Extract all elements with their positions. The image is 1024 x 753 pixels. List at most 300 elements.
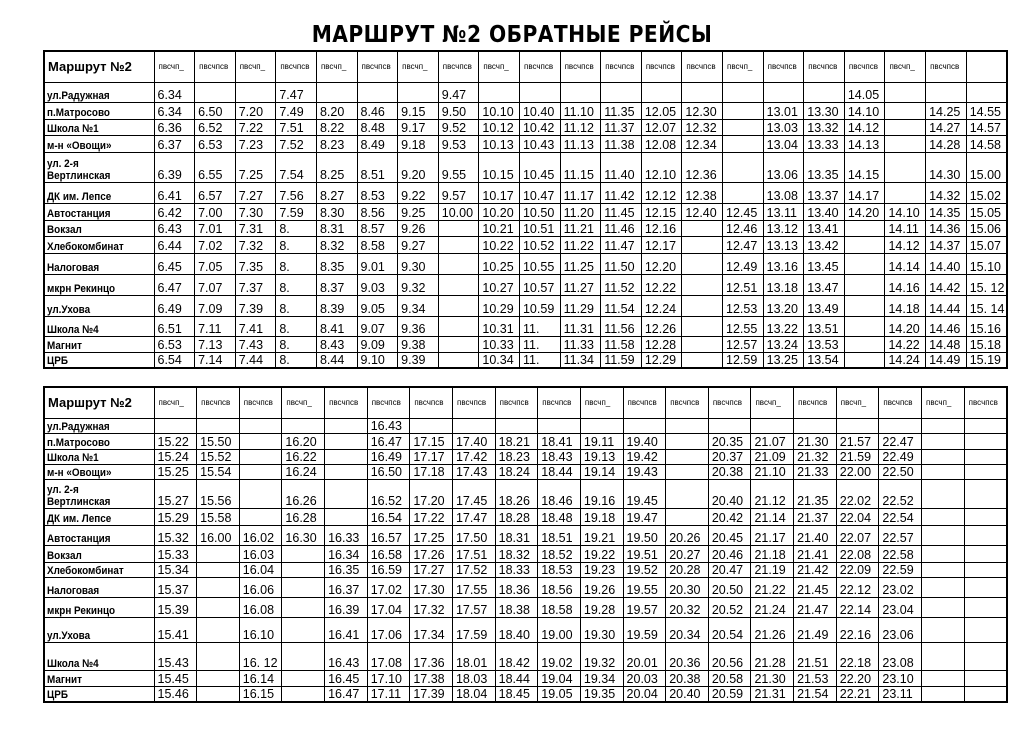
route-label: Маршрут №2 (44, 51, 154, 82)
departure-time: 19.43 (623, 464, 666, 479)
departure-time (682, 274, 723, 295)
stop-name: ДК им. Лепсе (44, 508, 154, 525)
departure-time: 20.26 (666, 525, 709, 545)
departure-time: 22.21 (836, 686, 879, 702)
departure-time: 14.48 (926, 336, 967, 352)
departure-time: 6.43 (154, 220, 195, 236)
departure-time: 21.17 (751, 525, 794, 545)
departure-time (885, 135, 926, 152)
departure-time: 14.49 (926, 352, 967, 368)
departure-time: 19.22 (580, 545, 623, 562)
departure-time: 21.54 (794, 686, 837, 702)
departure-time (922, 597, 965, 617)
departure-time: 21.59 (836, 449, 879, 464)
departure-time: 17.06 (367, 617, 410, 642)
departure-time: 8.27 (316, 182, 357, 203)
column-header: пвсчпсв (560, 51, 601, 82)
departure-time: 21.26 (751, 617, 794, 642)
departure-time (316, 82, 357, 102)
departure-time: 13.18 (763, 274, 804, 295)
departure-time (282, 686, 325, 702)
departure-time: 16.08 (239, 597, 282, 617)
departure-time: 13.51 (804, 316, 845, 336)
departure-time: 15. 14 (966, 295, 1007, 316)
departure-time: 12.07 (641, 119, 682, 135)
departure-time: 16.37 (325, 577, 368, 597)
departure-time: 10.25 (479, 253, 520, 274)
departure-time: 18.03 (452, 670, 495, 686)
departure-time: 18.31 (495, 525, 538, 545)
departure-time (879, 418, 922, 433)
departure-time: 22.04 (836, 508, 879, 525)
departure-time: 23.10 (879, 670, 922, 686)
departure-time: 16.20 (282, 433, 325, 449)
departure-time (282, 642, 325, 670)
departure-time: 8.48 (357, 119, 398, 135)
departure-time: 9.53 (438, 135, 479, 152)
departure-time: 15.10 (966, 253, 1007, 274)
departure-time: 10.13 (479, 135, 520, 152)
departure-time: 19.45 (623, 479, 666, 508)
departure-time: 10.55 (519, 253, 560, 274)
table-row (44, 102, 1007, 119)
departure-time: 19.13 (580, 449, 623, 464)
departure-time: 15.45 (154, 670, 197, 686)
departure-time (682, 82, 723, 102)
table-row (44, 253, 1007, 274)
departure-time (964, 686, 1007, 702)
departure-time: 19.11 (580, 433, 623, 449)
column-header: пвсчп_ (154, 51, 195, 82)
departure-time (922, 577, 965, 597)
departure-time (282, 577, 325, 597)
departure-time: 20.30 (666, 577, 709, 597)
departure-time: 23.08 (879, 642, 922, 670)
departure-time: 9.27 (398, 236, 439, 253)
timetable-morning (43, 50, 1008, 369)
departure-time: 8.37 (316, 274, 357, 295)
column-header: пвсчпсв (879, 387, 922, 418)
departure-time: 11.20 (560, 203, 601, 220)
departure-time: 12.29 (641, 352, 682, 368)
stop-name: ЦРБ (44, 686, 154, 702)
departure-time: 7.27 (235, 182, 276, 203)
stop-name: Вокзал (44, 220, 154, 236)
departure-time (239, 464, 282, 479)
departure-time: 11.58 (601, 336, 642, 352)
table-row (44, 597, 1007, 617)
table-row (44, 295, 1007, 316)
departure-time: 7.13 (195, 336, 236, 352)
departure-time: 9.47 (438, 82, 479, 102)
departure-time: 7.31 (235, 220, 276, 236)
stop-name: ул.Радужная (44, 418, 154, 433)
departure-time: 22.50 (879, 464, 922, 479)
column-header: пвсчпсв (357, 51, 398, 82)
departure-time: 18.26 (495, 479, 538, 508)
departure-time: 16.02 (239, 525, 282, 545)
departure-time (410, 418, 453, 433)
departure-time: 18.33 (495, 562, 538, 577)
departure-time: 14.28 (926, 135, 967, 152)
departure-time: 13.13 (763, 236, 804, 253)
departure-time: 12.17 (641, 236, 682, 253)
departure-time: 14.42 (926, 274, 967, 295)
stop-name: Вокзал (44, 545, 154, 562)
departure-time: 19.40 (623, 433, 666, 449)
departure-time: 9.07 (357, 316, 398, 336)
departure-time: 17.27 (410, 562, 453, 577)
departure-time (197, 597, 240, 617)
departure-time: 7.56 (276, 182, 317, 203)
departure-time: 12.26 (641, 316, 682, 336)
departure-time: 9.52 (438, 119, 479, 135)
departure-time: 22.57 (879, 525, 922, 545)
departure-time: 21.18 (751, 545, 794, 562)
departure-time: 17.20 (410, 479, 453, 508)
departure-time (836, 418, 879, 433)
departure-time: 17.32 (410, 597, 453, 617)
departure-time: 8.30 (316, 203, 357, 220)
departure-time: 9.10 (357, 352, 398, 368)
departure-time: 11.50 (601, 253, 642, 274)
departure-time: 20.50 (708, 577, 751, 597)
column-header: пвсчпсв (495, 387, 538, 418)
departure-time (197, 577, 240, 597)
stop-name: м-н «Овощи» (44, 135, 154, 152)
departure-time: 14.22 (885, 336, 926, 352)
departure-time: 10.47 (519, 182, 560, 203)
departure-time: 13.12 (763, 220, 804, 236)
departure-time: 20.40 (708, 479, 751, 508)
departure-time (239, 508, 282, 525)
departure-time: 7.23 (235, 135, 276, 152)
departure-time: 18.58 (538, 597, 581, 617)
departure-time: 11.34 (560, 352, 601, 368)
departure-time: 21.51 (794, 642, 837, 670)
departure-time: 13.42 (804, 236, 845, 253)
departure-time (844, 316, 885, 336)
departure-time: 20.40 (666, 686, 709, 702)
column-header: пвсчп_ (922, 387, 965, 418)
column-header: пвсчп_ (580, 387, 623, 418)
departure-time: 20.45 (708, 525, 751, 545)
departure-time: 9.57 (438, 182, 479, 203)
departure-time: 13.45 (804, 253, 845, 274)
departure-time: 12.53 (723, 295, 764, 316)
departure-time: 14.17 (844, 182, 885, 203)
departure-time: 22.14 (836, 597, 879, 617)
table-row (44, 686, 1007, 702)
departure-time: 15.06 (966, 220, 1007, 236)
departure-time (282, 597, 325, 617)
column-header: пвсчп_ (479, 51, 520, 82)
departure-time: 21.53 (794, 670, 837, 686)
table-row (44, 203, 1007, 220)
departure-time: 7.07 (195, 274, 236, 295)
departure-time: 12.05 (641, 102, 682, 119)
departure-time: 20.38 (666, 670, 709, 686)
departure-time: 9.15 (398, 102, 439, 119)
departure-time: 12.45 (723, 203, 764, 220)
column-header: пвсчпсв (410, 387, 453, 418)
departure-time: 17.25 (410, 525, 453, 545)
departure-time: 15.19 (966, 352, 1007, 368)
column-header: пвсчп_ (751, 387, 794, 418)
departure-time: 11.59 (601, 352, 642, 368)
departure-time: 11.27 (560, 274, 601, 295)
departure-time (438, 352, 479, 368)
departure-time: 10.21 (479, 220, 520, 236)
departure-time (452, 418, 495, 433)
departure-time: 19.05 (538, 686, 581, 702)
departure-time (922, 642, 965, 670)
departure-time (922, 545, 965, 562)
departure-time: 21.33 (794, 464, 837, 479)
departure-time: 11.56 (601, 316, 642, 336)
departure-time (197, 670, 240, 686)
departure-time (794, 418, 837, 433)
table-row (44, 220, 1007, 236)
departure-time (282, 418, 325, 433)
departure-time: 14.36 (926, 220, 967, 236)
departure-time: 17.02 (367, 577, 410, 597)
departure-time: 16.43 (367, 418, 410, 433)
departure-time: 21.19 (751, 562, 794, 577)
departure-time: 16.06 (239, 577, 282, 597)
departure-time: 14.14 (885, 253, 926, 274)
departure-time (197, 686, 240, 702)
column-header: пвсчпсв (325, 387, 368, 418)
departure-time: 7.44 (235, 352, 276, 368)
departure-time: 7.02 (195, 236, 236, 253)
departure-time: 6.34 (154, 102, 195, 119)
departure-time: 9.05 (357, 295, 398, 316)
departure-time (964, 464, 1007, 479)
departure-time: 13.41 (804, 220, 845, 236)
departure-time: 15.24 (154, 449, 197, 464)
departure-time (682, 220, 723, 236)
departure-time (235, 82, 276, 102)
departure-time: 14.05 (844, 82, 885, 102)
departure-time (723, 102, 764, 119)
departure-time: 20.38 (708, 464, 751, 479)
stop-name: п.Матросово (44, 102, 154, 119)
stop-name: ул.Ухова (44, 295, 154, 316)
departure-time: 17.52 (452, 562, 495, 577)
departure-time: 8.49 (357, 135, 398, 152)
column-header: пвсчпсв (666, 387, 709, 418)
departure-time (966, 82, 1007, 102)
departure-time: 16.10 (239, 617, 282, 642)
column-header: пвсчпсв (623, 387, 666, 418)
departure-time: 6.44 (154, 236, 195, 253)
departure-time: 16.50 (367, 464, 410, 479)
departure-time: 18.45 (495, 686, 538, 702)
departure-time: 10.45 (519, 152, 560, 182)
departure-time: 15.50 (197, 433, 240, 449)
departure-time: 21.32 (794, 449, 837, 464)
departure-time: 15.02 (966, 182, 1007, 203)
column-header: пвсчпсв (276, 51, 317, 82)
departure-time: 19.57 (623, 597, 666, 617)
departure-time: 7.59 (276, 203, 317, 220)
departure-time: 6.36 (154, 119, 195, 135)
departure-time: 12.34 (682, 135, 723, 152)
departure-time: 17.10 (367, 670, 410, 686)
departure-time: 12.59 (723, 352, 764, 368)
departure-time (282, 617, 325, 642)
departure-time: 18.24 (495, 464, 538, 479)
departure-time (844, 274, 885, 295)
departure-time: 16.26 (282, 479, 325, 508)
departure-time: 16.58 (367, 545, 410, 562)
departure-time (560, 82, 601, 102)
departure-time: 16.04 (239, 562, 282, 577)
departure-time (325, 433, 368, 449)
departure-time: 17.18 (410, 464, 453, 479)
column-header: пвсчпсв (452, 387, 495, 418)
departure-time: 23.02 (879, 577, 922, 597)
departure-time (885, 119, 926, 135)
departure-time: 15.39 (154, 597, 197, 617)
departure-time: 11.54 (601, 295, 642, 316)
departure-time (964, 433, 1007, 449)
departure-time (885, 82, 926, 102)
departure-time (438, 336, 479, 352)
departure-time: 14.25 (926, 102, 967, 119)
stop-name: ул.Ухова (44, 617, 154, 642)
stop-name: ДК им. Лепсе (44, 182, 154, 203)
departure-time: 20.27 (666, 545, 709, 562)
departure-time: 8. (276, 253, 317, 274)
column-header: пвсчп_ (316, 51, 357, 82)
departure-time (844, 236, 885, 253)
departure-time: 12.24 (641, 295, 682, 316)
departure-time: 16.52 (367, 479, 410, 508)
departure-time: 14.20 (844, 203, 885, 220)
departure-time: 7.49 (276, 102, 317, 119)
departure-time: 6.34 (154, 82, 195, 102)
departure-time: 20.42 (708, 508, 751, 525)
departure-time: 13.40 (804, 203, 845, 220)
departure-time: 20.04 (623, 686, 666, 702)
departure-time: 19.14 (580, 464, 623, 479)
departure-time: 13.03 (763, 119, 804, 135)
departure-time: 12.47 (723, 236, 764, 253)
departure-time (922, 562, 965, 577)
column-header: пвсчп_ (885, 51, 926, 82)
departure-time: 16.59 (367, 562, 410, 577)
departure-time: 15.27 (154, 479, 197, 508)
departure-time (666, 479, 709, 508)
departure-time: 7.09 (195, 295, 236, 316)
departure-time: 8.20 (316, 102, 357, 119)
table-row (44, 670, 1007, 686)
departure-time (325, 464, 368, 479)
departure-time: 12.32 (682, 119, 723, 135)
departure-time: 21.45 (794, 577, 837, 597)
departure-time: 21.30 (751, 670, 794, 686)
departure-time: 21.37 (794, 508, 837, 525)
departure-time: 6.54 (154, 352, 195, 368)
departure-time: 6.55 (195, 152, 236, 182)
departure-time: 18.46 (538, 479, 581, 508)
departure-time: 18.21 (495, 433, 538, 449)
departure-time (922, 433, 965, 449)
departure-time: 19.51 (623, 545, 666, 562)
departure-time: 13.11 (763, 203, 804, 220)
departure-time: 8.53 (357, 182, 398, 203)
departure-time (723, 182, 764, 203)
departure-time (922, 418, 965, 433)
departure-time: 21.57 (836, 433, 879, 449)
column-header: пвсчп_ (235, 51, 276, 82)
departure-time: 11.45 (601, 203, 642, 220)
departure-time: 7.35 (235, 253, 276, 274)
departure-time: 21.07 (751, 433, 794, 449)
departure-time: 18.32 (495, 545, 538, 562)
departure-time: 8.44 (316, 352, 357, 368)
departure-time: 19.28 (580, 597, 623, 617)
column-header: пвсчпсв (519, 51, 560, 82)
departure-time: 20.47 (708, 562, 751, 577)
departure-time: 9.25 (398, 203, 439, 220)
departure-time (438, 274, 479, 295)
departure-time: 9.01 (357, 253, 398, 274)
departure-time (964, 617, 1007, 642)
departure-time: 13.32 (804, 119, 845, 135)
departure-time: 14.32 (926, 182, 967, 203)
table-row (44, 433, 1007, 449)
departure-time: 9.30 (398, 253, 439, 274)
departure-time: 8.32 (316, 236, 357, 253)
departure-time: 11.13 (560, 135, 601, 152)
departure-time: 20.54 (708, 617, 751, 642)
departure-time (964, 642, 1007, 670)
departure-time: 17.45 (452, 479, 495, 508)
departure-time: 14.58 (966, 135, 1007, 152)
departure-time: 7.20 (235, 102, 276, 119)
table-row (44, 642, 1007, 670)
departure-time: 10.31 (479, 316, 520, 336)
departure-time: 10.51 (519, 220, 560, 236)
table-row (44, 352, 1007, 368)
departure-time: 21.42 (794, 562, 837, 577)
stop-name: Школа №1 (44, 449, 154, 464)
departure-time: 21.10 (751, 464, 794, 479)
departure-time: 12.22 (641, 274, 682, 295)
departure-time: 6.50 (195, 102, 236, 119)
departure-time: 8. (276, 336, 317, 352)
stop-name: мкрн Рекинцо (44, 597, 154, 617)
departure-time: 12.28 (641, 336, 682, 352)
departure-time: 13.20 (763, 295, 804, 316)
departure-time: 13.22 (763, 316, 804, 336)
stop-name: Школа №4 (44, 316, 154, 336)
departure-time (601, 82, 642, 102)
departure-time: 15.00 (966, 152, 1007, 182)
column-header: пвсчпсв (926, 51, 967, 82)
table-row (44, 135, 1007, 152)
departure-time: 8. (276, 295, 317, 316)
departure-time: 17.55 (452, 577, 495, 597)
table-row (44, 464, 1007, 479)
column-header (966, 51, 1007, 82)
departure-time: 8.43 (316, 336, 357, 352)
departure-time: 16.24 (282, 464, 325, 479)
departure-time: 18.52 (538, 545, 581, 562)
